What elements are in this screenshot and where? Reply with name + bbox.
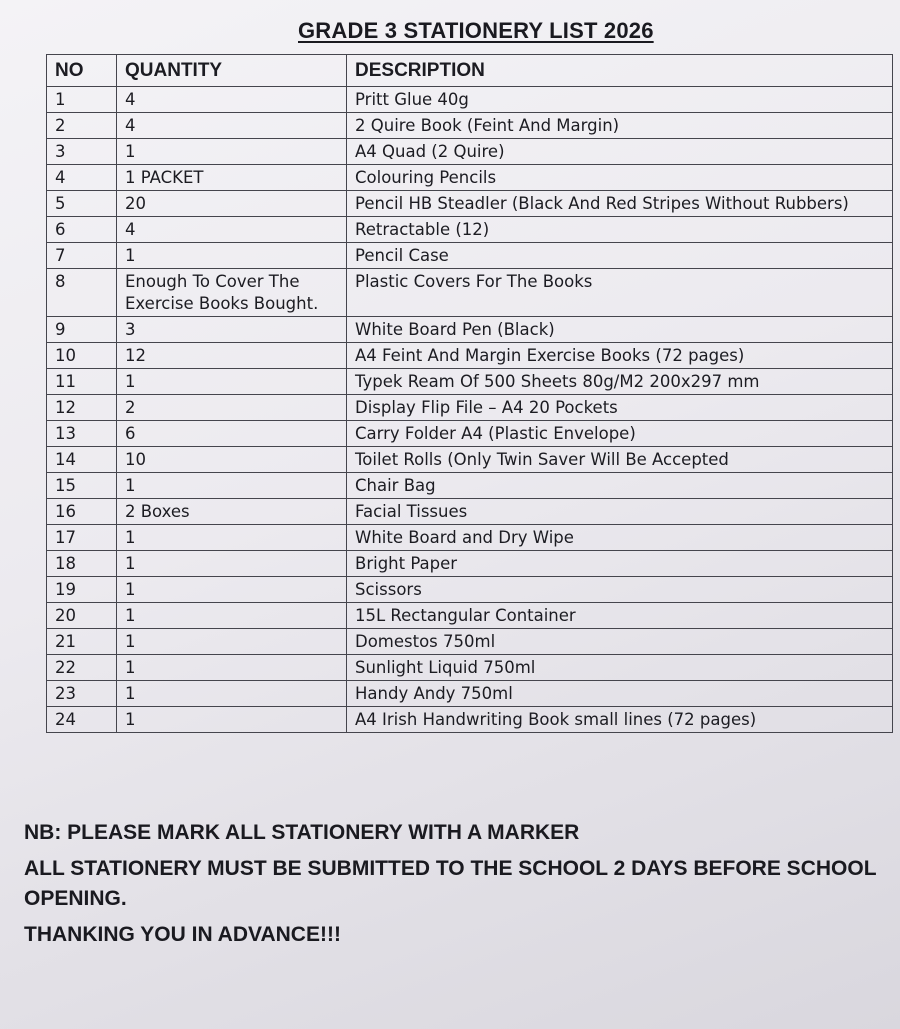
row-quantity-cell: 10 <box>117 447 347 473</box>
row-description-cell: Carry Folder A4 (Plastic Envelope) <box>347 421 893 447</box>
thanks-note: THANKING YOU IN ADVANCE!!! <box>24 923 341 946</box>
table-row <box>47 707 893 733</box>
row-quantity-cell: 1 PACKET <box>117 165 347 191</box>
row-description-cell: Typek Ream Of 500 Sheets 80g/M2 200x297 mm <box>347 369 893 395</box>
notes-section <box>24 818 894 950</box>
row-no-cell: 13 <box>47 421 117 447</box>
row-quantity-cell: 20 <box>117 191 347 217</box>
row-description-cell: Retractable (12) <box>347 217 893 243</box>
row-quantity-cell: 1 <box>117 473 347 499</box>
row-description-cell: White Board Pen (Black) <box>347 317 893 343</box>
page-title: GRADE 3 STATIONERY LIST 2026 <box>298 18 654 43</box>
submission-note: ALL STATIONERY MUST BE SUBMITTED TO THE SCHOOL 2 DAYS BEFORE SCHOOL OPENING. <box>24 857 877 910</box>
row-no-cell: 10 <box>47 343 117 369</box>
row-no-cell: 18 <box>47 551 117 577</box>
table-row <box>47 395 893 421</box>
row-description-cell: Handy Andy 750ml <box>347 681 893 707</box>
row-description-cell: Pencil HB Steadler (Black And Red Stripes Without Rubbers) <box>347 191 893 217</box>
row-description-cell: A4 Irish Handwriting Book small lines (72 pages) <box>347 707 893 733</box>
table-row <box>47 681 893 707</box>
row-quantity-cell: 1 <box>117 707 347 733</box>
row-no-cell: 20 <box>47 603 117 629</box>
row-quantity-cell: 1 <box>117 369 347 395</box>
stationery-table <box>46 54 893 733</box>
row-quantity-cell: 1 <box>117 681 347 707</box>
header-no: NO <box>47 55 117 87</box>
row-description-cell: 15L Rectangular Container <box>347 603 893 629</box>
table-row <box>47 603 893 629</box>
row-description-cell: Domestos 750ml <box>347 629 893 655</box>
row-quantity-cell: 4 <box>117 113 347 139</box>
row-description-cell: A4 Quad (2 Quire) <box>347 139 893 165</box>
table-row <box>47 525 893 551</box>
row-no-cell: 1 <box>47 87 117 113</box>
row-description-cell: Toilet Rolls (Only Twin Saver Will Be Accepted <box>347 447 893 473</box>
row-description-cell: Colouring Pencils <box>347 165 893 191</box>
row-quantity-cell: 1 <box>117 577 347 603</box>
table-row <box>47 139 893 165</box>
row-description-cell: Bright Paper <box>347 551 893 577</box>
row-no-cell: 9 <box>47 317 117 343</box>
table-body <box>47 87 893 733</box>
row-no-cell: 24 <box>47 707 117 733</box>
table-row <box>47 113 893 139</box>
row-no-cell: 6 <box>47 217 117 243</box>
nb-note: NB: PLEASE MARK ALL STATIONERY WITH A MARKER <box>24 821 580 844</box>
row-no-cell: 5 <box>47 191 117 217</box>
row-quantity-cell: 1 <box>117 551 347 577</box>
row-description-cell: Facial Tissues <box>347 499 893 525</box>
table-row <box>47 217 893 243</box>
row-description-cell: Plastic Covers For The Books <box>347 269 893 317</box>
row-description-cell: Display Flip File – A4 20 Pockets <box>347 395 893 421</box>
table-row <box>47 269 893 317</box>
table-row <box>47 369 893 395</box>
row-description-cell: A4 Feint And Margin Exercise Books (72 pages) <box>347 343 893 369</box>
table-row <box>47 447 893 473</box>
row-no-cell: 11 <box>47 369 117 395</box>
row-quantity-cell: Enough To Cover The Exercise Books Bought. <box>117 269 347 317</box>
header-row <box>47 55 893 87</box>
row-quantity-cell: 4 <box>117 87 347 113</box>
row-quantity-cell: 1 <box>117 525 347 551</box>
row-quantity-cell: 12 <box>117 343 347 369</box>
row-no-cell: 16 <box>47 499 117 525</box>
row-quantity-cell: 2 <box>117 395 347 421</box>
row-quantity-cell: 2 Boxes <box>117 499 347 525</box>
row-description-cell: 2 Quire Book (Feint And Margin) <box>347 113 893 139</box>
table-row <box>47 165 893 191</box>
row-quantity-cell: 1 <box>117 139 347 165</box>
row-no-cell: 12 <box>47 395 117 421</box>
row-no-cell: 23 <box>47 681 117 707</box>
table-row <box>47 243 893 269</box>
row-no-cell: 2 <box>47 113 117 139</box>
row-quantity-cell: 4 <box>117 217 347 243</box>
row-no-cell: 4 <box>47 165 117 191</box>
row-no-cell: 21 <box>47 629 117 655</box>
row-no-cell: 22 <box>47 655 117 681</box>
table-row <box>47 191 893 217</box>
row-no-cell: 15 <box>47 473 117 499</box>
table-row <box>47 343 893 369</box>
row-description-cell: Sunlight Liquid 750ml <box>347 655 893 681</box>
row-no-cell: 19 <box>47 577 117 603</box>
header-quantity: QUANTITY <box>117 55 347 87</box>
table-row <box>47 473 893 499</box>
row-description-cell: White Board and Dry Wipe <box>347 525 893 551</box>
row-no-cell: 8 <box>47 269 117 317</box>
row-no-cell: 14 <box>47 447 117 473</box>
table-row <box>47 317 893 343</box>
table-row <box>47 499 893 525</box>
table-row <box>47 629 893 655</box>
table-row <box>47 655 893 681</box>
row-quantity-cell: 1 <box>117 243 347 269</box>
table-row <box>47 421 893 447</box>
row-no-cell: 17 <box>47 525 117 551</box>
header-description: DESCRIPTION <box>347 55 893 87</box>
row-description-cell: Pritt Glue 40g <box>347 87 893 113</box>
table-header <box>47 55 893 87</box>
row-quantity-cell: 3 <box>117 317 347 343</box>
row-no-cell: 7 <box>47 243 117 269</box>
row-quantity-cell: 1 <box>117 629 347 655</box>
row-quantity-cell: 1 <box>117 603 347 629</box>
row-description-cell: Chair Bag <box>347 473 893 499</box>
table-row <box>47 551 893 577</box>
row-quantity-cell: 6 <box>117 421 347 447</box>
row-description-cell: Pencil Case <box>347 243 893 269</box>
table-row <box>47 87 893 113</box>
row-quantity-cell: 1 <box>117 655 347 681</box>
table-row <box>47 577 893 603</box>
row-description-cell: Scissors <box>347 577 893 603</box>
row-no-cell: 3 <box>47 139 117 165</box>
